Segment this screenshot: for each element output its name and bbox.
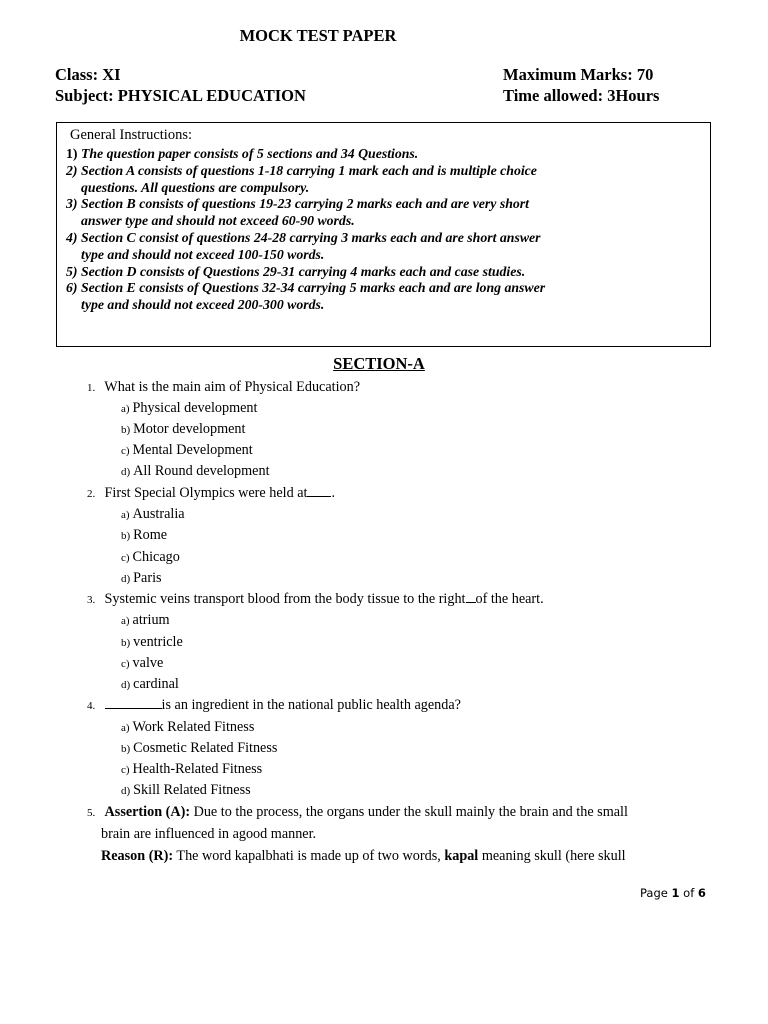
option-text: Rome <box>133 527 168 543</box>
assertion-continuation: brain are influenced in agood manner. <box>101 826 317 842</box>
option-letter: a) <box>121 403 130 415</box>
option-text: All Round development <box>133 463 270 479</box>
option-letter: c) <box>121 445 130 457</box>
maximum-marks: Maximum Marks: 70 <box>503 65 654 84</box>
instruction-number: 3) <box>66 196 78 212</box>
question-3 <box>87 590 687 609</box>
option <box>121 505 185 524</box>
option <box>121 462 270 481</box>
question-text: is an ingredient in the national public health agenda? <box>161 697 461 713</box>
total-pages: 6 <box>697 886 706 900</box>
instruction-text: Section A consists of questions 1-18 carrying 1 mark each and is multiple choice <box>80 162 537 178</box>
of-word: of <box>683 886 695 900</box>
question-5 <box>87 803 687 822</box>
option <box>121 654 163 673</box>
option-text: Australia <box>132 506 185 522</box>
reason-text: The word kapalbhati is made up of two words, <box>176 848 441 864</box>
option-letter: d) <box>121 679 131 691</box>
page-number-footer <box>640 886 706 900</box>
reason-bold-word: kapal <box>444 848 479 864</box>
option <box>121 526 167 545</box>
option-letter: a) <box>121 722 130 734</box>
page-word: Page <box>640 886 668 900</box>
option-letter: c) <box>121 658 130 670</box>
instruction-text-cont: questions. All questions are compulsory. <box>81 179 310 195</box>
paper-title: MOCK TEST PAPER <box>239 26 397 45</box>
instruction-item <box>66 163 706 197</box>
option-text: Motor development <box>133 421 246 437</box>
question-text-end: of the heart. <box>475 591 544 607</box>
option-text: Paris <box>133 570 162 586</box>
option-letter: b) <box>121 424 131 436</box>
reason-line <box>101 847 721 865</box>
answer-blank <box>466 590 476 603</box>
question-4 <box>87 696 687 715</box>
question-number: 4. <box>87 700 96 712</box>
assertion-text: Due to the process, the organs under the skull mainly the brain and the small <box>193 804 628 820</box>
instruction-number: 5) <box>66 263 78 279</box>
question-1 <box>87 378 687 397</box>
answer-blank <box>307 484 331 497</box>
option <box>121 739 277 758</box>
class-label: Class: XI <box>55 65 121 84</box>
option-letter: d) <box>121 785 131 797</box>
instruction-item <box>66 230 706 264</box>
option-letter: b) <box>121 743 131 755</box>
option-text: Health-Related Fitness <box>132 761 263 777</box>
question-number: 2. <box>87 488 96 500</box>
option <box>121 569 162 588</box>
option <box>121 675 179 694</box>
instructions-heading: General Instructions: <box>70 127 193 143</box>
instruction-text: The question paper consists of 5 sections and 34 Questions. <box>80 146 419 161</box>
option <box>121 420 245 439</box>
option-text: Cosmetic Related Fitness <box>133 740 278 756</box>
subject-label: Subject: PHYSICAL EDUCATION <box>55 86 306 105</box>
option-text: valve <box>132 655 164 671</box>
instruction-item <box>66 196 706 230</box>
question-number: 3. <box>87 594 96 606</box>
option-text: Skill Related Fitness <box>133 782 251 798</box>
instruction-number: 1) <box>66 146 78 161</box>
instruction-text: Section B consists of questions 19-23 carrying 2 marks each and are very short <box>80 196 529 212</box>
time-allowed: Time allowed: 3Hours <box>503 86 660 105</box>
option-letter: d) <box>121 466 131 478</box>
question-number: 5. <box>87 807 96 819</box>
option-letter: c) <box>121 552 130 564</box>
option <box>121 441 253 460</box>
instruction-item <box>66 264 706 281</box>
option-text: Chicago <box>132 549 180 565</box>
reason-label: Reason (R): <box>101 848 174 864</box>
section-a-title: SECTION-A <box>333 354 425 373</box>
option-letter: b) <box>121 637 131 649</box>
question-text-end: . <box>331 485 336 501</box>
instruction-text-cont: type and should not exceed 200-300 words. <box>81 297 325 313</box>
option <box>121 760 262 779</box>
reason-tail: meaning skull (here skull <box>481 848 626 864</box>
option <box>121 781 251 800</box>
option-text: Mental Development <box>132 442 253 458</box>
instructions-list <box>66 146 706 314</box>
option-letter: a) <box>121 615 130 627</box>
option-text: ventricle <box>133 634 183 650</box>
option-letter: d) <box>121 573 131 585</box>
question-2 <box>87 484 687 503</box>
question-number: 1. <box>87 382 96 394</box>
option <box>121 399 257 418</box>
instruction-text-cont: type and should not exceed 100-150 words. <box>81 246 325 262</box>
instruction-number: 2) <box>66 162 78 178</box>
option <box>121 611 170 630</box>
option <box>121 548 180 567</box>
current-page: 1 <box>671 886 680 900</box>
option-text: cardinal <box>133 676 179 692</box>
instruction-text-cont: answer type and should not exceed 60-90 words. <box>81 213 355 229</box>
question-text: Systemic veins transport blood from the body tissue to the right <box>104 591 466 607</box>
instruction-item <box>66 280 706 314</box>
question-text: What is the main aim of Physical Education? <box>104 379 360 395</box>
instruction-text: Section C consist of questions 24-28 carrying 3 marks each and are short answer <box>80 229 541 245</box>
option-text: atrium <box>132 612 170 628</box>
question-text: First Special Olympics were held at <box>104 485 308 501</box>
general-instructions-box <box>56 122 711 347</box>
option-letter: b) <box>121 530 131 542</box>
instruction-text: Section D consists of Questions 29-31 carrying 4 marks each and case studies. <box>80 263 526 279</box>
instruction-number: 4) <box>66 229 78 245</box>
option-text: Physical development <box>132 400 258 416</box>
option-letter: a) <box>121 509 130 521</box>
instruction-number: 6) <box>66 280 78 296</box>
option <box>121 633 183 652</box>
answer-blank <box>105 696 162 709</box>
option <box>121 718 254 737</box>
option-text: Work Related Fitness <box>132 719 255 735</box>
instruction-item <box>66 146 706 163</box>
assertion-label: Assertion (A): <box>104 804 191 820</box>
option-letter: c) <box>121 764 130 776</box>
instruction-text: Section E consists of Questions 32-34 carrying 5 marks each and are long answer <box>80 280 546 296</box>
